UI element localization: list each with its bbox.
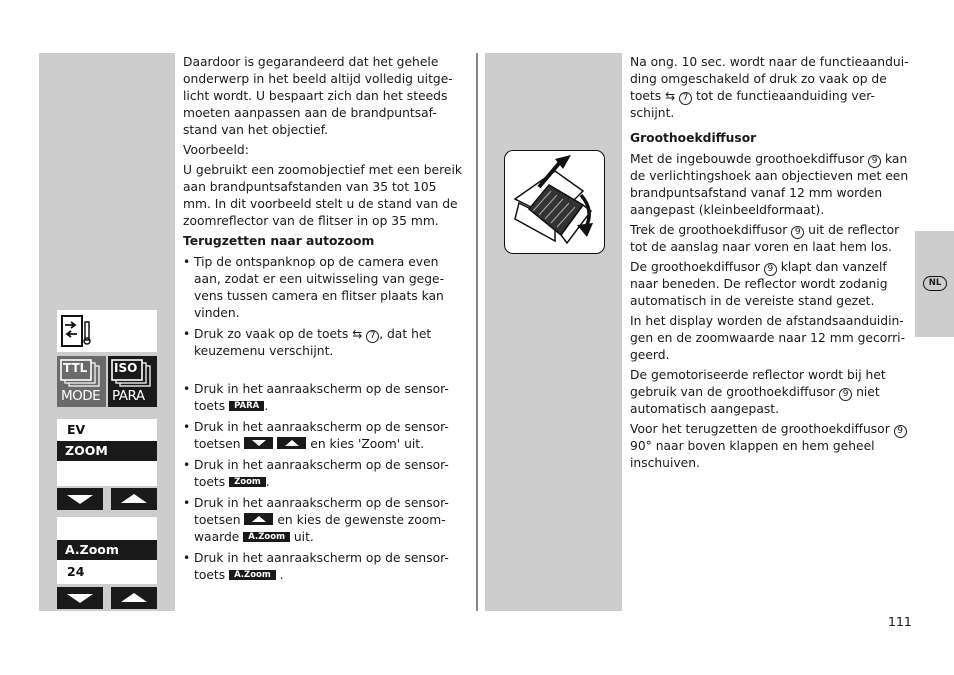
azoom-value: 24 (67, 564, 85, 579)
arrow-up-key (244, 513, 273, 525)
mode-label: MODE (61, 388, 101, 404)
diffusor-number: 9 (764, 263, 777, 276)
lcd-azoom-value (57, 517, 157, 584)
diffusor-number: 9 (791, 226, 804, 239)
column-divider (476, 53, 478, 611)
diffusor-number: 9 (868, 155, 881, 168)
paragraph: Na ong. 10 sec. wordt naar de functieaandui-ding omgeschakeld of druk zo vaak op de toets ⇆ 7 tot de functieaanduiding ver-schijnt. (630, 55, 909, 120)
arrow-up-button-2[interactable] (111, 587, 157, 609)
lcd-menu-icon-box (57, 310, 157, 352)
ttl-mode-button[interactable] (57, 356, 106, 407)
menu-key-icon: ⇆ (665, 89, 676, 103)
page-number: 111 (888, 614, 912, 629)
text-column-1 (183, 54, 468, 588)
arrow-up-button[interactable] (111, 488, 157, 510)
paragraph: Trek de groothoekdiffusor 9 uit de reflector tot de aanslag naar voren en laat hem los. (630, 223, 900, 254)
paragraph: Voorbeeld: (183, 143, 249, 157)
diffusor-number: 9 (839, 388, 852, 401)
list-item: • Druk in het aanraakscherm op de sensor-toets Zoom . (183, 457, 468, 491)
paragraph: Voor het terugzetten de groothoekdiffusor 9 90° naar boven klappen en hem geheel inschuiven. (630, 421, 915, 472)
azoom-sensor-key: A.Zoom (229, 570, 276, 580)
arrow-down-button-2[interactable] (57, 587, 103, 609)
diffusor-number: 9 (894, 425, 907, 438)
ev-label: EV (67, 422, 86, 437)
paragraph: Daardoor is gegarandeerd dat het gehele onderwerp in het beeld altijd volledig uitge-licht wordt. U bespaart zich dan het steeds moeten aanpassen aan de brandpuntsaf-stand van het objectief. (183, 55, 453, 137)
flash-settings-icon (59, 312, 99, 350)
lcd-zoom-menu (57, 419, 157, 486)
paragraph: Met de ingebouwde groothoekdiffusor 9 kan de verlichtingshoek aan objectieven met een brandpuntsafstand vanaf 12 mm worden aangepast (kleinbeeldformaat). (630, 152, 909, 217)
text-column-2 (630, 54, 915, 475)
paragraph: In het display worden de afstandsaanduidin-gen en de zoomwaarde naar 12 mm gecorri-geerd. (630, 314, 906, 362)
paragraph: De gemotoriseerde reflector wordt bij het gebruik van de groothoekdiffusor 9 niet automatisch aangepast. (630, 368, 886, 416)
zoom-menu-item[interactable]: ZOOM (57, 441, 157, 461)
key-number: 7 (366, 330, 379, 343)
list-item: • Tip de ontspanknop op de camera even aan, zodat er een uitwisseling van gege-vens tussen camera en flitser plaats kan vinden. (183, 254, 468, 322)
language-code: NL (928, 278, 942, 288)
list-item: • Druk in het aanraakscherm op de sensor-toetsen en kies 'Zoom' uit. (183, 419, 468, 453)
paragraph: De groothoekdiffusor 9 klapt dan vanzelf naar beneden. De reflector wordt zodanig automatisch in de vereiste stand gezet. (630, 260, 888, 308)
list-item: • Druk in het aanraakscherm op de sensor-toets PARA . (183, 381, 468, 415)
paragraph: U gebruikt een zoomobjectief met een bereik aan brandpuntsafstanden van 35 tot 105 mm. In dit voorbeeld stelt u de stand van de zoomreflector van de flitser in op 35 mm. (183, 163, 462, 228)
iso-para-button[interactable] (108, 356, 157, 407)
section-heading: Groothoekdiffusor (630, 131, 757, 145)
arrow-down-button[interactable] (57, 488, 103, 510)
wide-angle-diffusor-icon (505, 151, 605, 254)
list-item: • Druk zo vaak op de toets ⇆ 7 , dat het keuzemenu verschijnt. (183, 326, 468, 360)
para-label: PARA (112, 388, 145, 404)
diffusor-illustration (504, 150, 605, 254)
zoom-sensor-key: Zoom (229, 477, 266, 487)
ttl-label: TTL (63, 361, 88, 375)
azoom-label-bar: A.Zoom (57, 540, 157, 560)
menu-key-icon: ⇆ (352, 327, 363, 341)
section-heading: Terugzetten naar autozoom (183, 234, 375, 248)
iso-label: ISO (114, 361, 138, 375)
para-sensor-key: PARA (229, 401, 264, 411)
list-item: • Druk in het aanraakscherm op de sensor-toetsen en kies de gewenste zoom-waarde A.Zoom uit. (183, 495, 468, 546)
arrow-down-key (244, 437, 273, 449)
azoom-sensor-key: A.Zoom (243, 532, 290, 542)
key-number: 7 (679, 92, 692, 105)
arrow-up-key (277, 437, 306, 449)
language-badge (923, 276, 947, 291)
list-item: • Druk in het aanraakscherm op de sensor-toets A.Zoom . (183, 550, 468, 584)
middle-illustration-panel (485, 53, 622, 611)
